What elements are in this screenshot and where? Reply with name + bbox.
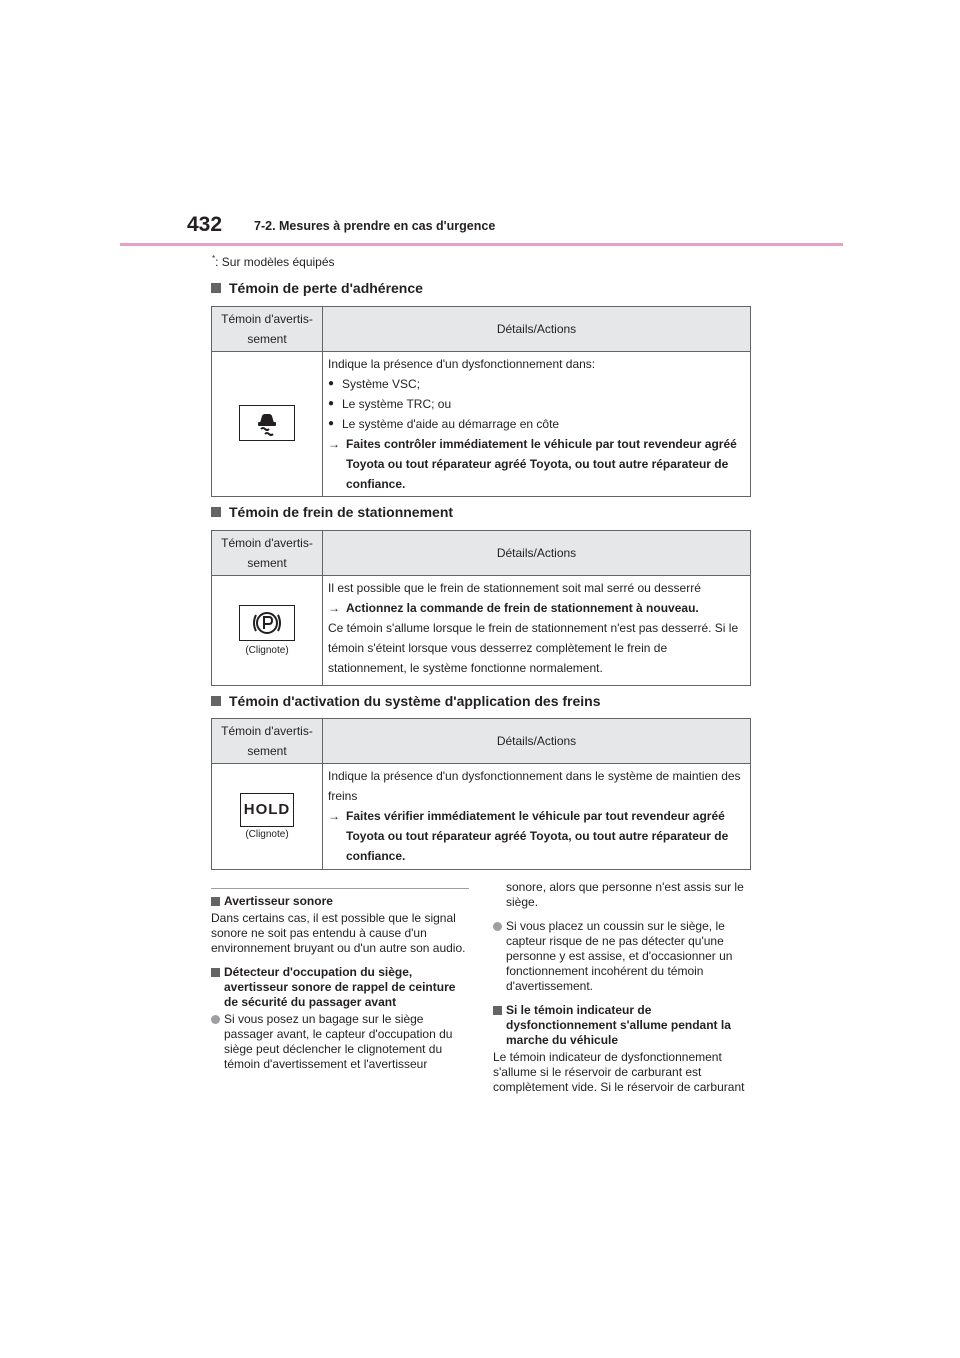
list-item: ● Le système d'aide au démarrage en côte: [328, 414, 745, 434]
warning-table-brake-hold: [211, 718, 751, 870]
list-item: ● Système VSC;: [328, 374, 745, 394]
details-cell: [323, 764, 751, 870]
square-bullet-icon: [211, 696, 221, 706]
icon-cell: [212, 352, 323, 497]
section-heading-text: Témoin de frein de stationnement: [229, 504, 454, 520]
col-header-details: Détails/Actions: [323, 307, 751, 352]
icon-cell: [212, 576, 323, 686]
detail-intro: Indique la présence d'un dysfonctionnement dans le système de maintien des freins: [328, 769, 741, 803]
section-heading-brake-hold: [211, 693, 601, 709]
section-heading-parking-brake: [211, 504, 453, 520]
square-bullet-icon: [211, 283, 221, 293]
col-header-details: Détails/Actions: [323, 531, 751, 576]
warning-table-traction: [211, 306, 751, 497]
col-header-indicator: Témoin d'avertis-sement: [212, 531, 323, 576]
action-text: Faites contrôler immédiatement le véhicule par tout revendeur agréé Toyota ou tout réparateur agréé Toyota, ou tout autre réparateur de confiance.: [346, 437, 737, 491]
details-cell: [323, 352, 751, 497]
right-column: [493, 880, 751, 1104]
arrow-icon: →: [328, 437, 340, 451]
parking-brake-p-icon: [239, 605, 295, 641]
paragraph: sonore, alors que personne n'est assis sur le siège.: [506, 880, 744, 909]
square-bullet-icon: [211, 507, 221, 517]
action-instruction: [328, 598, 745, 618]
skid-slip-icon: [239, 405, 295, 441]
chapter-title: 7-2. Mesures à prendre en cas d'urgence: [254, 219, 496, 233]
section-heading-traction: [211, 280, 423, 296]
subheading-horn: Avertisseur sonore: [211, 894, 469, 909]
list-item: ● Le système TRC; ou: [328, 394, 745, 414]
action-instruction: [328, 806, 745, 866]
arrow-icon: →: [328, 601, 340, 615]
icon-caption: (Clignote): [245, 829, 289, 840]
header-rule: [120, 243, 843, 246]
column-rule: [211, 888, 469, 889]
list-item: Si vous posez un bagage sur le siège passager avant, le capteur d'occupation du siège peut déclencher le clignotement du témoin d'avertissement et l'avertisseur: [211, 1012, 469, 1072]
footnote-text: : Sur modèles équipés: [215, 255, 335, 269]
col-header-indicator: Témoin d'avertis-sement: [212, 719, 323, 764]
details-cell: [323, 576, 751, 686]
detail-intro: Il est possible que le frein de stationnement soit mal serré ou desserré: [328, 581, 701, 595]
subheading-malfunction: Si le témoin indicateur de dysfonctionnement s'allume pendant la marche du véhicule: [493, 1003, 751, 1048]
list-item: Si vous placez un coussin sur le siège, le capteur risque de ne pas détecter qu'une personne y est assise, et d'occasionner un fonctionnement incohérent du témoin d'avertissement.: [493, 919, 751, 994]
arrow-icon: →: [328, 809, 340, 823]
action-instruction: [328, 434, 745, 494]
hold-icon: HOLD: [240, 793, 294, 827]
footnote: [212, 254, 335, 269]
warning-table-parking-brake: [211, 530, 751, 686]
detail-note: Ce témoin s'allume lorsque le frein de stationnement n'est pas desserré. Si le témoin s'éteint lorsque vous desserrez complètement le frein de stationnement, le système fonctionne normalement.: [328, 621, 739, 675]
paragraph: Le témoin indicateur de dysfonctionnement s'allume si le réservoir de carburant est complètement vide. Si le réservoir de carburant: [493, 1050, 745, 1094]
icon-cell: [212, 764, 323, 870]
section-heading-text: Témoin de perte d'adhérence: [229, 280, 423, 296]
paragraph: Dans certains cas, il est possible que le signal sonore ne soit pas entendu à cause d'un environnement bruyant ou d'un autre son audio.: [211, 911, 466, 955]
detail-intro: Indique la présence d'un dysfonctionnement dans:: [328, 357, 596, 371]
col-header-indicator: Témoin d'avertis-sement: [212, 307, 323, 352]
left-column: [211, 894, 469, 1081]
section-heading-text: Témoin d'activation du système d'application des freins: [229, 693, 601, 709]
col-header-details: Détails/Actions: [323, 719, 751, 764]
action-text: Actionnez la commande de frein de stationnement à nouveau.: [346, 601, 699, 615]
page-number: 432: [187, 213, 223, 236]
subheading-seat-sensor: Détecteur d'occupation du siège, avertisseur sonore de rappel de ceinture de sécurité du passager avant: [211, 965, 469, 1010]
footnote-mark: *: [212, 254, 216, 263]
action-text: Faites vérifier immédiatement le véhicule par tout revendeur agréé Toyota ou tout réparateur agréé Toyota, ou tout autre réparateur de confiance.: [346, 809, 729, 863]
icon-caption: (Clignote): [245, 645, 289, 656]
